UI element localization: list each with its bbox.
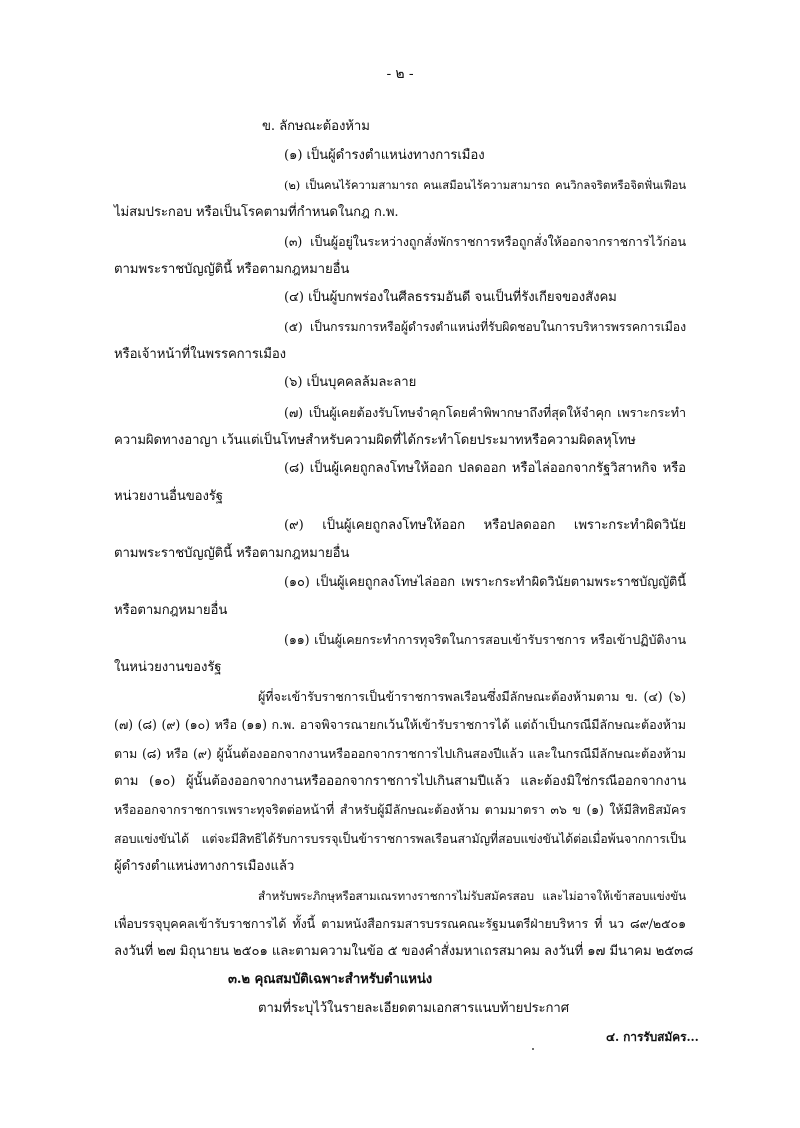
list-item-continuation: ความผิดทางอาญา เว้นแต่เป็นโทษสำหรับความผิดที่ได้กระทำโดยประมาทหรือความผิดลหุโทษ (114, 433, 636, 448)
list-item: (๘) เป็นผู้เคยถูกลงโทษให้ออก ปลดออก หรือไล่ออกจากรัฐวิสาหกิจ หรือ (284, 461, 686, 476)
list-item: (๕) เป็นกรรมการหรือผู้ดำรงตำแหน่งที่รับผิดชอบในการบริหารพรรคการเมือง (284, 320, 686, 334)
page-number: - ๒ - (386, 66, 414, 82)
list-item: (๗) เป็นผู้เคยต้องรับโทษจำคุกโดยคำพิพากษาถึงที่สุดให้จำคุก เพราะกระทำ (284, 405, 686, 420)
paragraph-line: สอบแข่งขันได้ แต่จะมีสิทธิได้รับการบรรจุเป็นข้าราชการพลเรือนสามัญที่สอบแข่งขันได้ต่อเมื่อพ้นจากการเป็น (114, 832, 686, 846)
section-heading: ๓.๒ คุณสมบัติเฉพาะสำหรับตำแหน่ง (228, 972, 433, 987)
list-item-continuation: หรือเจ้าหน้าที่ในพรรคการเมือง (114, 347, 287, 362)
paragraph-line: เพื่อบรรจุบุคคลเข้ารับราชการได้ ทั้งนี้ ตามหนังสือกรมสารบรรณคณะรัฐมนตรีฝ่ายบริหาร ที่ นว ๘๙/๒๕๐๑ (114, 916, 686, 931)
list-item: (๔) เป็นผู้บกพร่องในศีลธรรมอันดี จนเป็นที่รังเกียจของสังคม (284, 290, 617, 305)
list-item: (๒) เป็นคนไร้ความสามารถ คนเสมือนไร้ความสามารถ คนวิกลจริตหรือจิตฟั่นเฟือน (284, 178, 686, 192)
paragraph-line: สำหรับพระภิกษุหรือสามเณรทางราชการไม่รับสมัครสอบ และไม่อาจให้เข้าสอบแข่งขัน (258, 889, 686, 903)
list-item-continuation: หน่วยงานอื่นของรัฐ (114, 489, 223, 504)
list-item: (๖) เป็นบุคคลล้มละลาย (284, 375, 417, 390)
list-item-continuation: ในหน่วยงานของรัฐ (114, 660, 222, 675)
section-text: ตามที่ระบุไว้ในรายละเอียดตามเอกสารแนบท้ายประกาศ (258, 1001, 570, 1016)
heading-prohibited-qualities: ข. ลักษณะต้องห้าม (262, 119, 370, 134)
scan-speck (532, 1048, 534, 1050)
list-item: (๓) เป็นผู้อยู่ในระหว่างถูกสั่งพักราชการหรือถูกสั่งให้ออกจากราชการไว้ก่อน (284, 234, 686, 249)
paragraph-line: (๗) (๘) (๙) (๑๐) หรือ (๑๑) ก.พ. อาจพิจารณายกเว้นให้เข้ารับราชการได้ แต่ถ้าเป็นกรณีมีลักษณะต้องห้าม (114, 717, 686, 732)
paragraph-line: ตาม (๘) หรือ (๙) ผู้นั้นต้องออกจากงานหรือออกจากราชการไปเกินสองปีแล้ว และในกรณีมีลักษณะต้องห้าม (114, 746, 686, 761)
continued-marker: ๔. การรับสมัคร... (606, 1030, 699, 1044)
list-item-continuation: หรือตามกฎหมายอื่น (114, 603, 228, 618)
paragraph-line: ลงวันที่ ๒๗ มิถุนายน ๒๕๐๑ และตามความในข้อ ๕ ของคำสั่งมหาเถรสมาคม ลงวันที่ ๑๗ มีนาคม ๒๕๓๘ (114, 944, 694, 959)
paragraph-line: ผู้ดำรงตำแหน่งทางการเมืองแล้ว (114, 859, 295, 874)
paragraph-line: ผู้ที่จะเข้ารับราชการเป็นข้าราชการพลเรือนซึ่งมีลักษณะต้องห้ามตาม ข. (๔) (๖) (258, 689, 686, 704)
list-item-continuation: ตามพระราชบัญญัตินี้ หรือตามกฎหมายอื่น (114, 262, 350, 277)
list-item-continuation: ไม่สมประกอบ หรือเป็นโรคตามที่กำหนดในกฎ ก.พ. (114, 205, 399, 220)
list-item: (๙) เป็นผู้เคยถูกลงโทษให้ออก หรือปลดออก เพราะกระทำผิดวินัย (284, 518, 686, 533)
list-item: (๑๐) เป็นผู้เคยถูกลงโทษไล่ออก เพราะกระทำผิดวินัยตามพระราชบัญญัตินี้ (284, 575, 686, 590)
list-item: (๑) เป็นผู้ดำรงตำแหน่งทางการเมือง (284, 148, 485, 163)
paragraph-line: ตาม (๑๐) ผู้นั้นต้องออกจากงานหรือออกจากราชการไปเกินสามปีแล้ว และต้องมิใช่กรณีออกจากงาน (114, 774, 686, 789)
paragraph-line: หรือออกจากราชการเพราะทุจริตต่อหน้าที่ สำหรับผู้มีลักษณะต้องห้าม ตามมาตรา ๓๖ ข (๑) ให้มีสิทธิสมัคร (114, 802, 686, 817)
list-item: (๑๑) เป็นผู้เคยกระทำการทุจริตในการสอบเข้ารับราชการ หรือเข้าปฏิบัติงาน (284, 632, 686, 647)
list-item-continuation: ตามพระราชบัญญัตินี้ หรือตามกฎหมายอื่น (114, 546, 350, 561)
